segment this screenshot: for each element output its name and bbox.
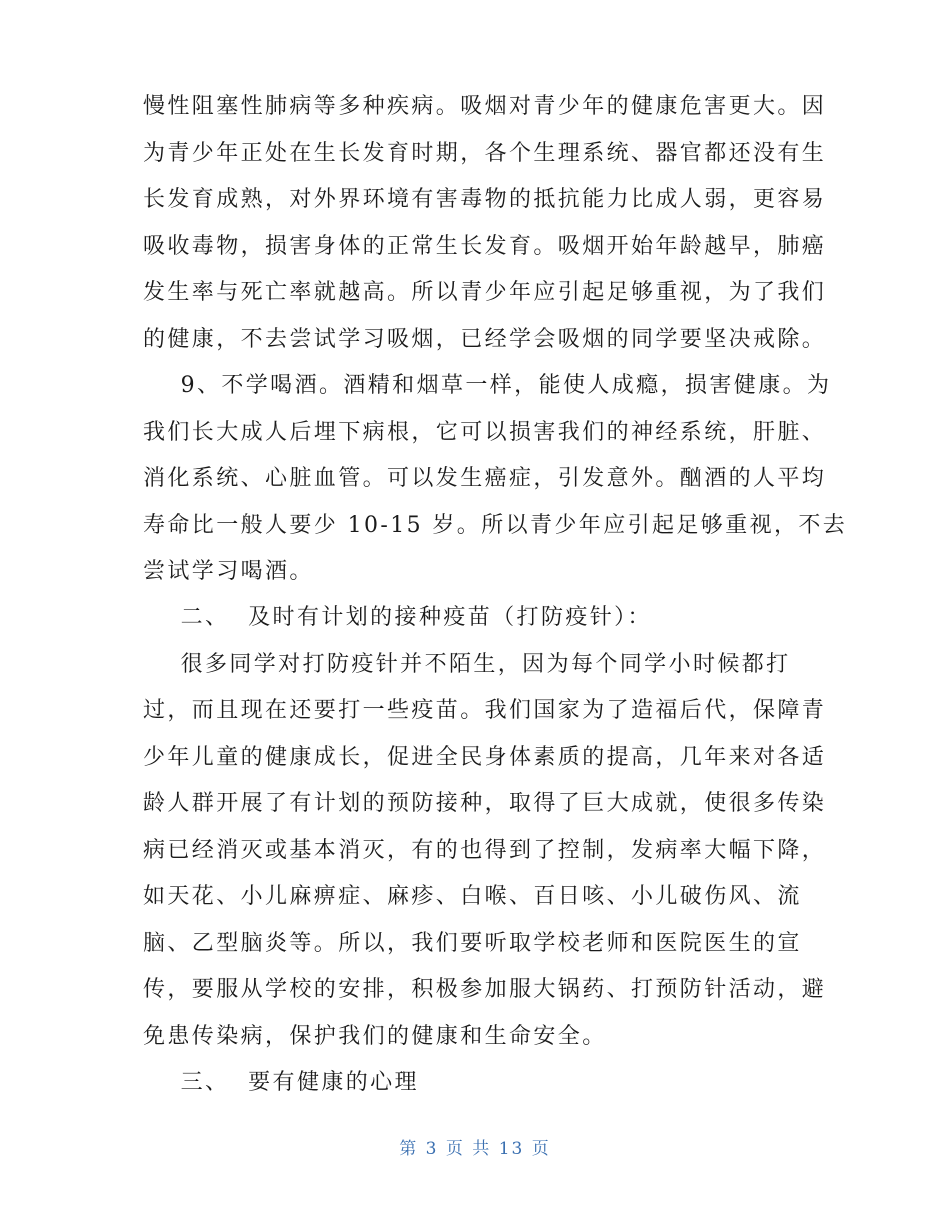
body-line: 免患传染病，保护我们的健康和生命安全。: [143, 1024, 607, 1049]
body-line: 消化系统、心脏血管。可以发生癌症，引发意外。酗酒的人平均: [143, 466, 827, 491]
body-line: 吸收毒物，损害身体的正常生长发育。吸烟开始年龄越早，肺癌: [143, 234, 827, 259]
body-line: 少年儿童的健康成长，促进全民身体素质的提高，几年来对各适: [143, 745, 827, 770]
body-line: 病已经消灭或基本消灭，有的也得到了控制，发病率大幅下降，: [143, 838, 827, 863]
body-line: 发生率与死亡率就越高。所以青少年应引起足够重视，为了我们: [143, 280, 827, 305]
body-line: 的健康，不去尝试学习吸烟，已经学会吸烟的同学要坚决戒除。: [143, 327, 827, 352]
body-line: 为青少年正处在生长发育时期，各个生理系统、器官都还没有生: [143, 141, 827, 166]
body-line: 如天花、小儿麻痹症、麻疹、白喉、百日咳、小儿破伤风、流: [143, 884, 802, 909]
section-heading: 二、 及时有计划的接种疫苗（打防疫针）：: [143, 605, 652, 630]
body-line: 9、不学喝酒。酒精和烟草一样，能使人成瘾，损害健康。为: [143, 373, 832, 398]
body-line: 长发育成熟，对外界环境有害毒物的抵抗能力比成人弱，更容易: [143, 187, 827, 212]
body-line: 慢性阻塞性肺病等多种疾病。吸烟对青少年的健康危害更大。因: [143, 94, 827, 119]
body-line: 尝试学习喝酒。: [143, 559, 314, 584]
body-line: 龄人群开展了有计划的预防接种，取得了巨大成就，使很多传染: [143, 791, 827, 816]
section-heading: 三、 要有健康的心理: [143, 1070, 419, 1095]
body-line: 很多同学对打防疫针并不陌生，因为每个同学小时候都打: [143, 652, 791, 677]
body-line: 脑、乙型脑炎等。所以，我们要听取学校老师和医院医生的宣: [143, 931, 802, 956]
page-number-footer: 第 3 页 共 13 页: [399, 1139, 551, 1159]
body-line: 过，而且现在还要打一些疫苗。我们国家为了造福后代，保障青: [143, 698, 827, 723]
body-line: 寿命比一般人要少 10-15 岁。所以青少年应引起足够重视，不去: [143, 513, 848, 538]
body-line: 传，要服从学校的安排，积极参加服大锅药、打预防针活动，避: [143, 977, 827, 1002]
body-line: 我们长大成人后埋下病根，它可以损害我们的神经系统，肝脏、: [143, 420, 827, 445]
